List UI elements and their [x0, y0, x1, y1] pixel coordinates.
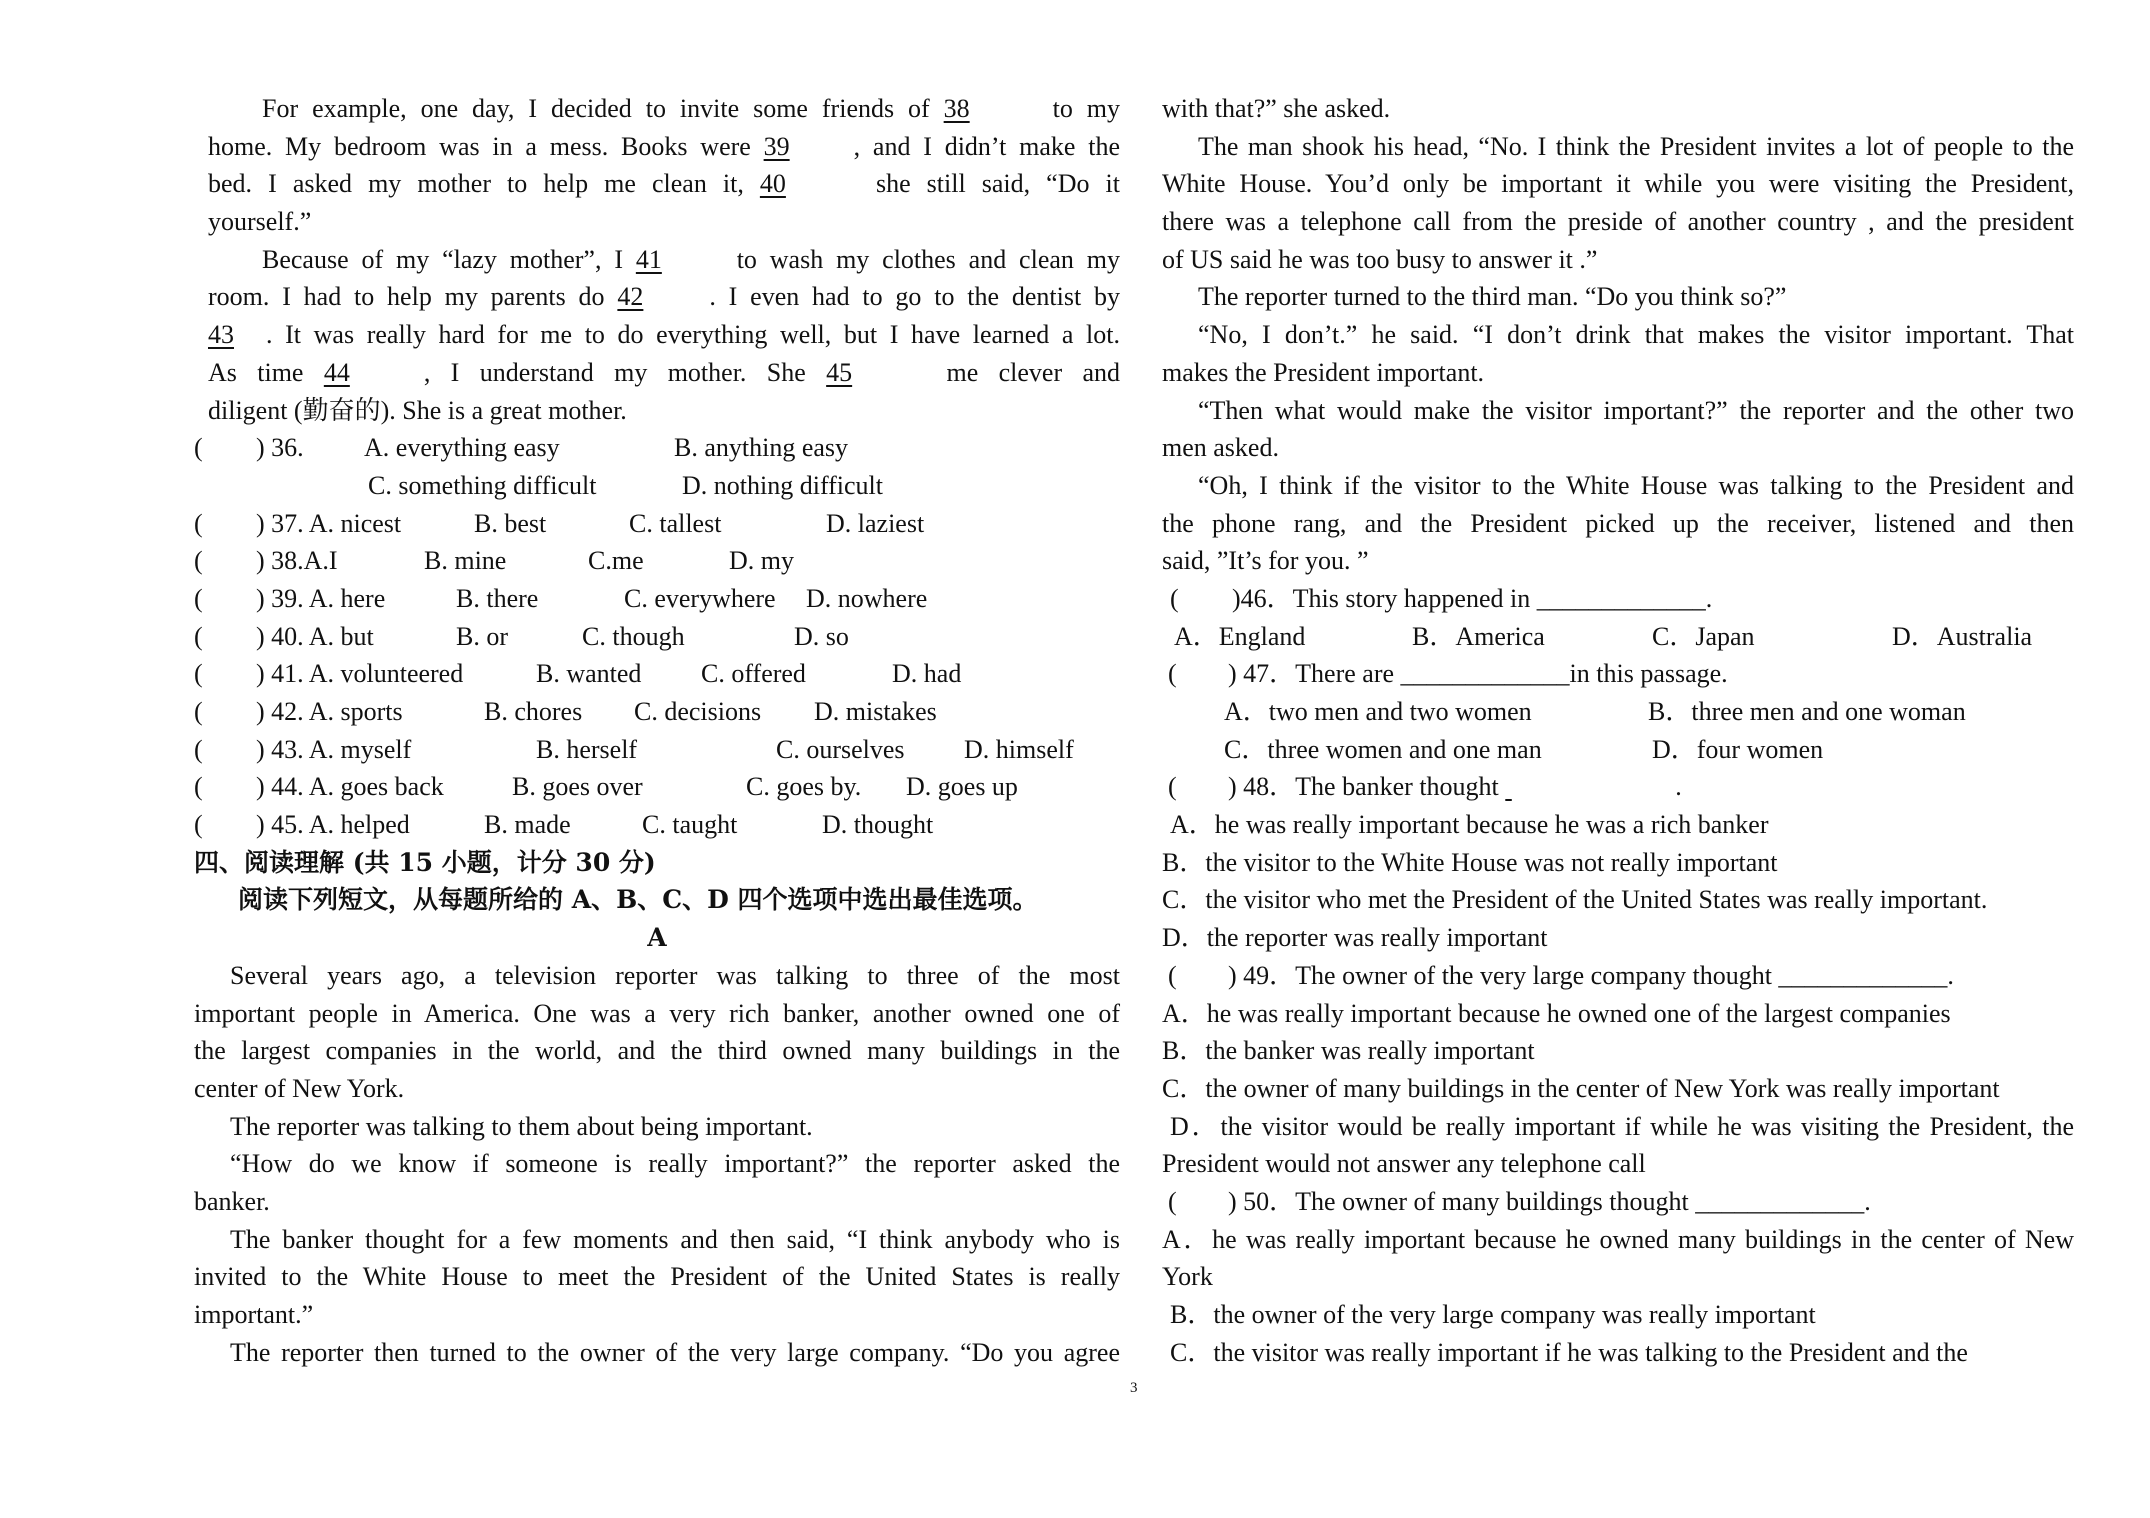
blank-41: 41 — [635, 244, 662, 274]
blank-48 — [1505, 768, 1675, 806]
question-37: ( ) 37. A. nicest B. best C. tallest D. laziest — [194, 508, 925, 538]
reading-line-9: invited to the White House to meet the President of the United States is really — [194, 1262, 1120, 1292]
question-49-d-cont: President would not answer any telephone call — [1162, 1149, 1646, 1179]
reading-line-1: Several years ago, a television reporter was talking to three of the most — [230, 960, 1120, 990]
reading-line-4: center of New York. — [194, 1073, 405, 1103]
question-45: ( ) 45. A. helped B. made C. taught D. thought — [194, 810, 934, 840]
question-44: ( ) 44. A. goes back B. goes over C. goes by. D. goes up — [194, 772, 1018, 802]
question-49-d: D．the visitor would be really important if while he was visiting the President, the — [1170, 1111, 2074, 1141]
question-39: ( ) 39. A. here B. there C. everywhere D. nowhere — [194, 583, 928, 613]
cloze-line-5: Because of my “lazy mother”, I 41 to wash my clothes and clean my — [208, 241, 1120, 279]
reading-line-8: The banker thought for a few moments and then said, “I think anybody who is — [230, 1224, 1120, 1254]
question-50-a: A．he was really important because he owned many buildings in the center of New — [1162, 1224, 2074, 1254]
cloze-line-2: home. My bedroom was in a mess. Books were 39 , and I didn’t make the — [208, 128, 1120, 166]
cloze-line-7: 43 . It was really hard for me to do everything well, but I have learned a lot. — [208, 316, 1120, 354]
question-47: ( ) 47．There are _____________in this passage. — [1168, 659, 1728, 689]
cloze-line-8: As time 44 , I understand my mother. She 45 me clever and — [208, 354, 1120, 392]
reading-line-21: men asked. — [1162, 433, 1279, 463]
question-48-b: B．the visitor to the White House was not really important — [1162, 847, 1778, 877]
question-50: ( ) 50．The owner of many buildings thought _____________. — [1168, 1186, 1871, 1216]
reading-line-16: of US said he was too busy to answer it .” — [1162, 244, 1598, 274]
blank-39: 39 — [763, 131, 790, 161]
blank-40: 40 — [759, 169, 786, 199]
question-43: ( ) 43. A. myself B. herself C. ourselves D. himself — [194, 734, 1074, 764]
blank-43: 43 — [208, 320, 234, 350]
reading-line-2: important people in America. One was a very rich banker, another owned one of — [194, 998, 1120, 1028]
question-46: ( )46．This story happened in _____________. — [1170, 583, 1713, 613]
question-49-c: C．the owner of many buildings in the center of New York was really important — [1162, 1073, 2000, 1103]
reading-line-22: “Oh, I think if the visitor to the White House was talking to the President and — [1198, 470, 2074, 500]
blank-44: 44 — [323, 357, 350, 387]
question-36: ( ) 36. A. everything easy B. anything easy — [194, 433, 849, 463]
blank-38: 38 — [943, 94, 970, 123]
left-column — [194, 90, 1121, 1371]
question-50-c: C．the visitor was really important if he was talking to the President and the — [1170, 1337, 1968, 1367]
reading-line-17: The reporter turned to the third man. “Do you think so?” — [1198, 282, 1787, 312]
cloze-line-6: room. I had to help my parents do 42 . I even had to go to the dentist by — [208, 278, 1120, 316]
cloze-line-4: yourself.” — [208, 207, 312, 237]
question-49-b: B．the banker was really important — [1162, 1036, 1535, 1066]
question-40: ( ) 40. A. but B. or C. though D. so — [194, 621, 849, 651]
reading-line-14: White House. You’d only be important it while you were visiting the President, — [1162, 169, 2074, 199]
question-50-a-cont: York — [1162, 1262, 1213, 1292]
reading-line-20: “Then what would make the visitor important?” the reporter and the other two — [1198, 395, 2074, 425]
reading-line-6: “How do we know if someone is really important?” the reporter asked the — [230, 1149, 1120, 1179]
reading-line-5: The reporter was talking to them about being important. — [230, 1111, 813, 1141]
blank-42: 42 — [617, 282, 644, 312]
reading-line-15: there was a telephone call from the preside of another country , and the president — [1162, 207, 2074, 237]
reading-line-11: The reporter then turned to the owner of the very large company. “Do you agree — [230, 1337, 1120, 1367]
blank-45: 45 — [826, 357, 853, 387]
right-column — [1162, 90, 2074, 1371]
section-title: 四、阅读理解 (共 15 小题，计分 30 分) — [194, 847, 656, 877]
reading-line-12: with that?” she asked. — [1162, 94, 1391, 123]
reading-line-19: makes the President important. — [1162, 357, 1485, 387]
page-number: 3 — [1130, 1380, 1138, 1396]
question-36-cd: C. something difficult D. nothing difficult — [368, 470, 884, 500]
question-41: ( ) 41. A. volunteered B. wanted C. offered D. had — [194, 659, 962, 689]
cloze-line-1: For example, one day, I decided to invite some friends of 38 to my — [208, 90, 1120, 128]
question-47-cd: C．three women and one man D．four women — [1224, 734, 1824, 764]
question-49: ( ) 49．The owner of the very large company thought _____________. — [1168, 960, 1954, 990]
reading-line-10: important.” — [194, 1300, 314, 1329]
cloze-line-3: bed. I asked my mother to help me clean it, 40 she still said, “Do it — [208, 165, 1120, 203]
reading-line-13: The man shook his head, “No. I think the President invites a lot of people to the — [1198, 131, 2074, 161]
question-49-a: A．he was really important because he owned one of the largest companies — [1162, 998, 1951, 1028]
question-48-d: D．the reporter was really important — [1162, 923, 1548, 953]
reading-line-23: the phone rang, and the President picked up the receiver, listened and then — [1162, 508, 2074, 538]
passage-label: A — [647, 923, 667, 953]
cloze-line-9: diligent (勤奋的). She is a great mother. — [208, 395, 627, 425]
section-instruction: 阅读下列短文，从每题所给的 A、B、C、D 四个选项中选出最佳选项。 — [238, 885, 1038, 915]
reading-line-3: the largest companies in the world, and the third owned many buildings in the — [194, 1036, 1120, 1066]
question-50-b: B．the owner of the very large company was really important — [1170, 1300, 1816, 1329]
reading-line-7: banker. — [194, 1186, 270, 1216]
question-48-a: A．he was really important because he was a rich banker — [1170, 810, 1769, 840]
reading-line-18: “No, I don’t.” he said. “I don’t drink that makes the visitor important. That — [1198, 320, 2074, 350]
question-42: ( ) 42. A. sports B. chores C. decisions D. mistakes — [194, 697, 937, 726]
question-48: ( ) 48．The banker thought . — [1162, 768, 2074, 806]
question-48-c: C．the visitor who met the President of the United States was really important. — [1162, 885, 1988, 915]
question-46-options: A．England B．America C．Japan D．Australia — [1174, 621, 2033, 651]
question-47-ab: A．two men and two women B．three men and one woman — [1224, 697, 1966, 726]
reading-line-24: said, ”It’s for you. ” — [1162, 546, 1369, 576]
question-38: ( ) 38.A.I B. mine C.me D. my — [194, 546, 794, 576]
